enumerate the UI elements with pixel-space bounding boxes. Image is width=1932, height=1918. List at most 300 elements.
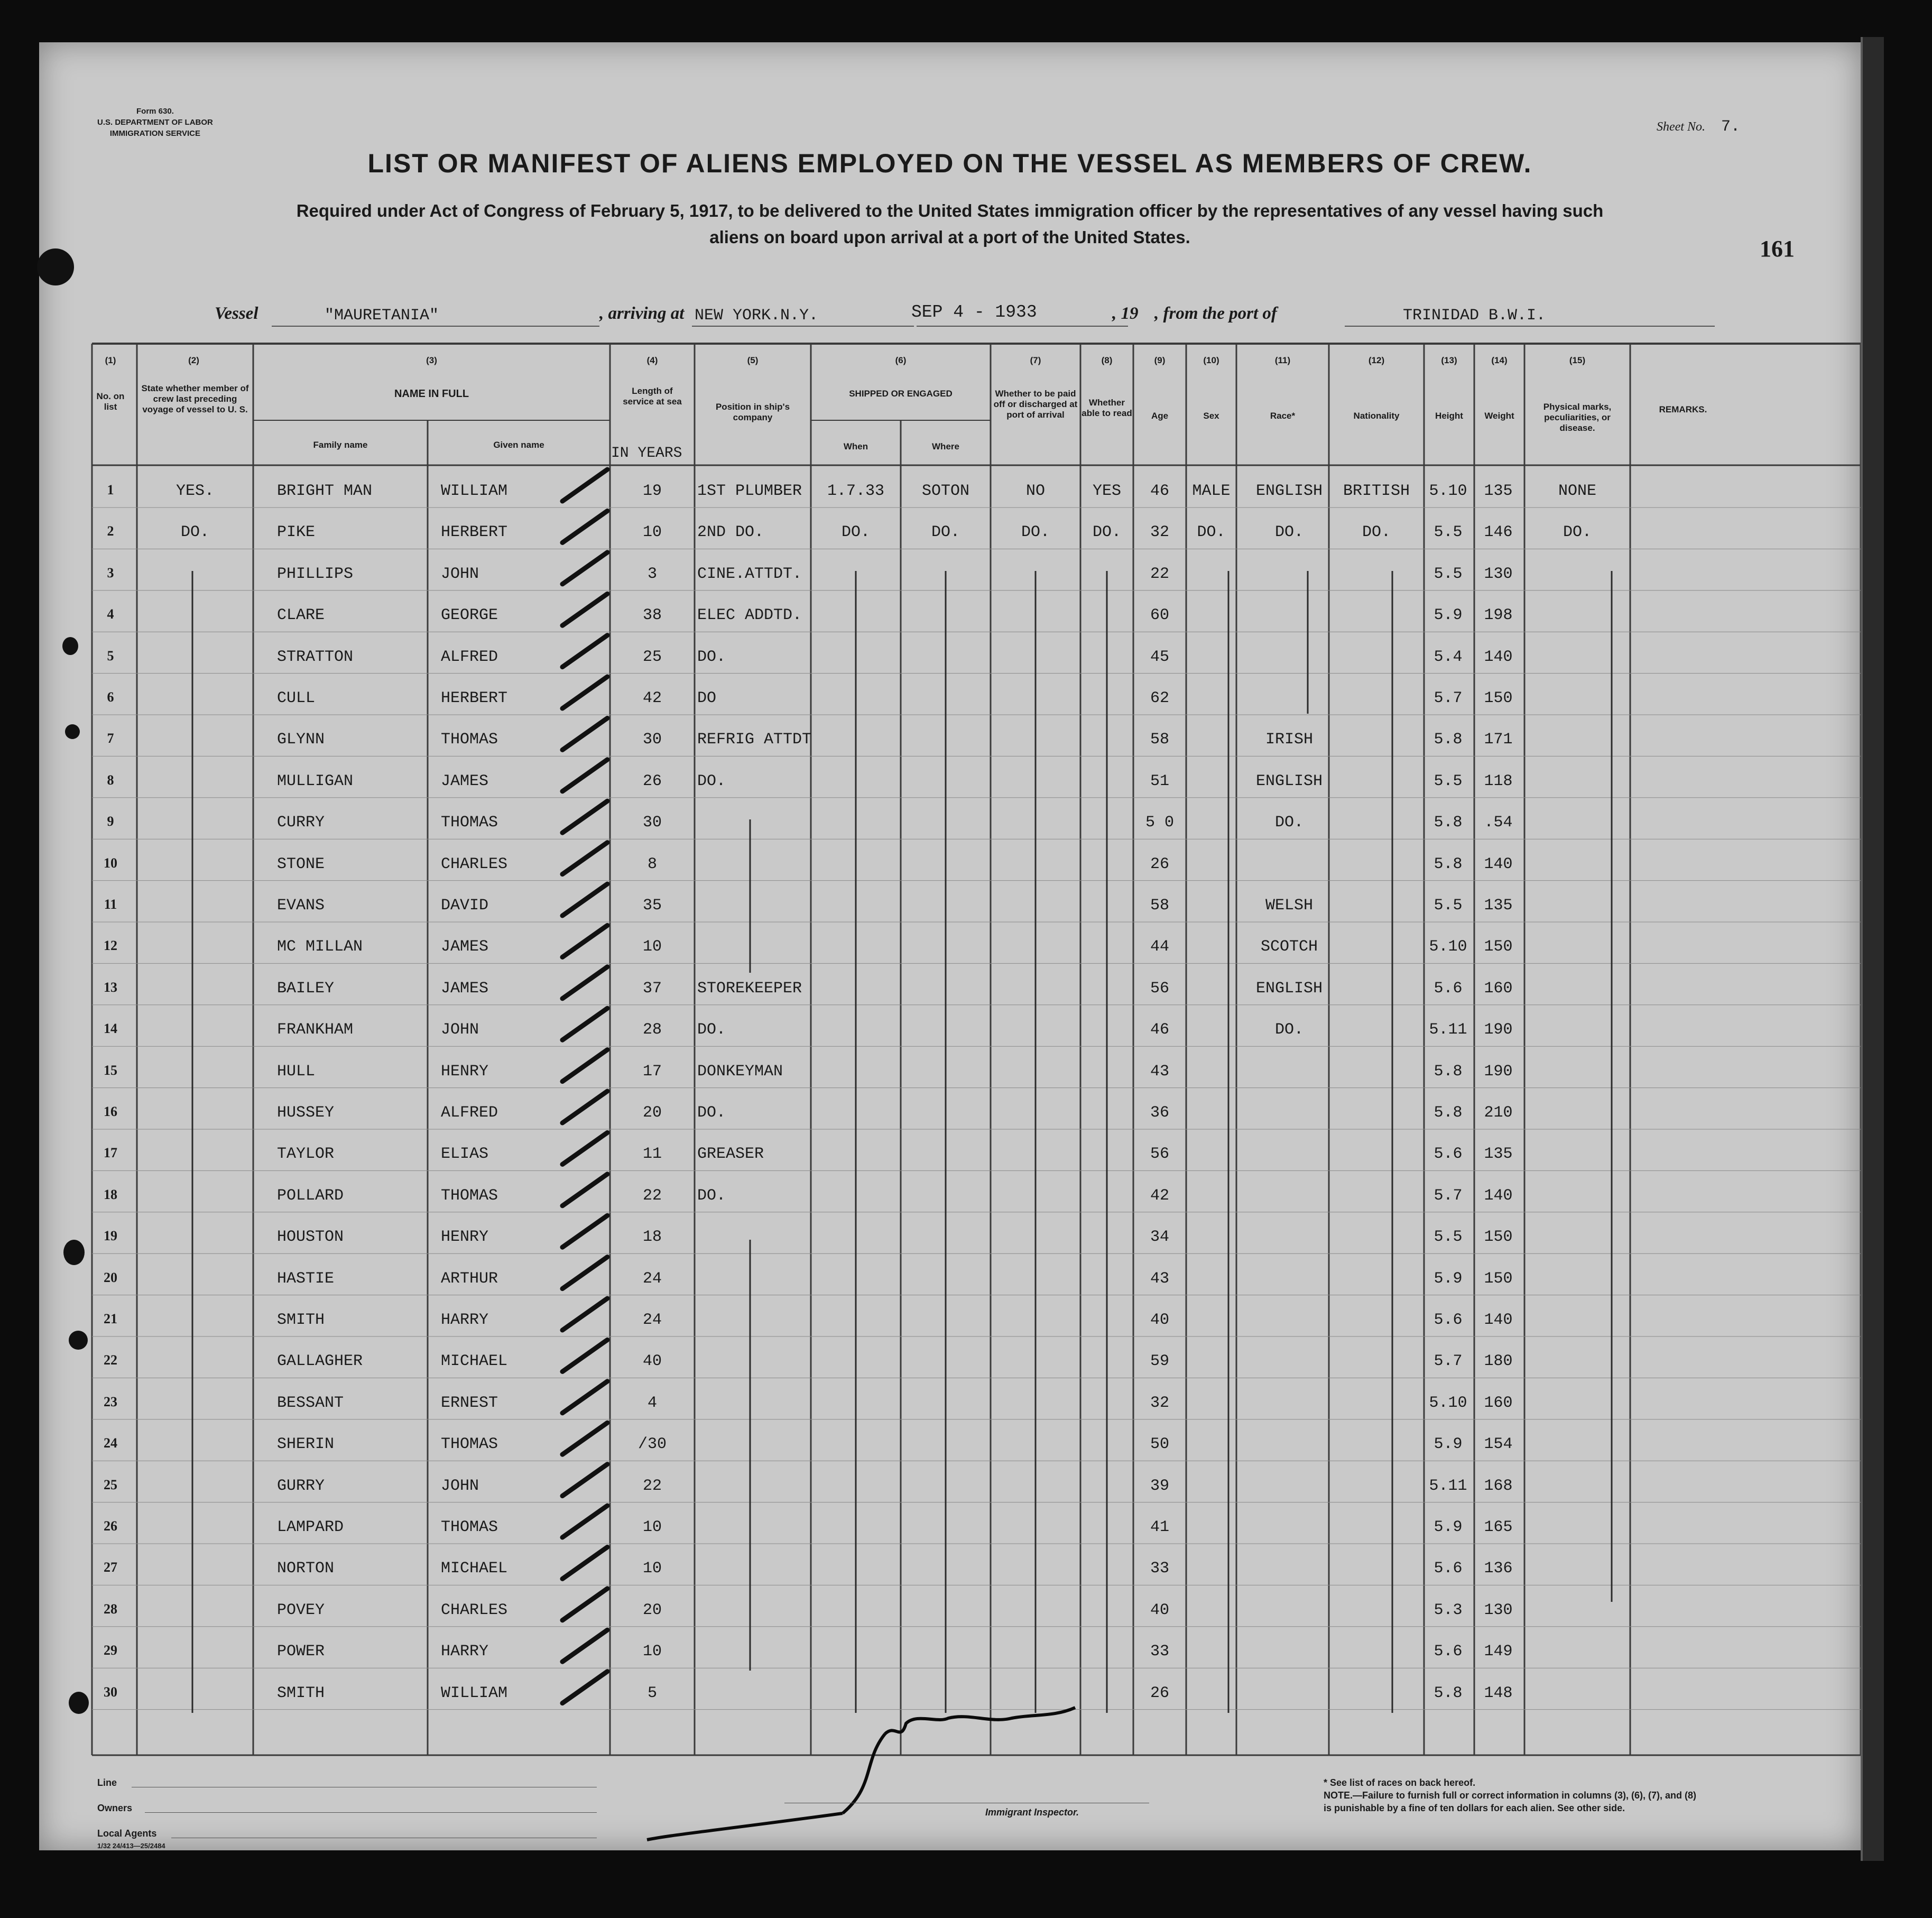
- cell-family: BESSANT: [277, 1394, 344, 1412]
- vessel-label: Vessel: [215, 304, 258, 323]
- col2-header: State whether member of crew last preceding voyage of vessel to U. S.: [141, 383, 249, 414]
- check-mark: [562, 1215, 607, 1247]
- cell-weight: 130: [1484, 565, 1513, 583]
- cell-no: 4: [107, 606, 114, 622]
- cell-no: 6: [107, 689, 114, 705]
- cell-height: 5.11: [1429, 1021, 1467, 1039]
- cell-years: 30: [642, 731, 662, 749]
- footnote-penalty2: is punishable by a fine of ten dollars for each alien. See other side.: [1324, 1803, 1625, 1813]
- cell-paid: NO: [1025, 482, 1045, 500]
- cell-given: ARTHUR: [441, 1269, 498, 1288]
- check-mark: [562, 1672, 607, 1703]
- cell-no: 11: [104, 897, 117, 912]
- cell-years: 42: [642, 689, 662, 707]
- cell-weight: 140: [1484, 1311, 1513, 1329]
- cell-no: 7: [107, 731, 114, 746]
- cell-height: 5.5: [1434, 897, 1463, 915]
- col13-header: Height: [1435, 411, 1463, 421]
- check-mark: [562, 1298, 607, 1330]
- cell-years: 20: [642, 1601, 662, 1619]
- cell-given: HARRY: [441, 1643, 489, 1661]
- cell-age: 43: [1150, 1062, 1169, 1081]
- cell-no: 22: [104, 1352, 117, 1368]
- cell-no: 19: [104, 1228, 117, 1244]
- col11-header: Race*: [1270, 411, 1296, 421]
- cell-marks: NONE: [1558, 482, 1596, 500]
- col2-num: (2): [188, 355, 199, 365]
- cell-years: 38: [642, 606, 662, 625]
- cell-given: ERNEST: [441, 1394, 498, 1412]
- cell-weight: 171: [1484, 731, 1513, 749]
- cell-weight: 190: [1484, 1062, 1513, 1081]
- arrival-date: SEP 4 - 1933: [911, 302, 1037, 322]
- cell-years: 10: [642, 1518, 662, 1536]
- cell-height: 5.8: [1434, 1062, 1463, 1081]
- cell-position: DONKEYMAN: [697, 1062, 783, 1081]
- cell-years: 4: [647, 1394, 657, 1412]
- cell-no: 13: [104, 979, 117, 995]
- check-mark: [562, 1132, 607, 1164]
- col10-num: (10): [1203, 355, 1219, 365]
- page-number: 161: [1760, 236, 1795, 262]
- cell-years: 10: [642, 938, 662, 956]
- cell-when: 1.7.33: [827, 482, 885, 500]
- cell-family: HOUSTON: [277, 1228, 344, 1247]
- cell-years: 30: [642, 814, 662, 832]
- cell-years: 28: [642, 1021, 662, 1039]
- cell-age: 41: [1150, 1518, 1169, 1536]
- cell-no: 25: [104, 1477, 117, 1492]
- check-mark: [562, 1423, 607, 1454]
- footnote-races: * See list of races on back hereof.: [1324, 1777, 1476, 1788]
- col9-num: (9): [1154, 355, 1166, 365]
- cell-height: 5.6: [1434, 1560, 1463, 1578]
- col5-header: Position in ship's company: [715, 402, 790, 422]
- check-mark: [562, 511, 607, 542]
- cell-weight: 160: [1484, 979, 1513, 998]
- cell-paid: DO.: [1021, 523, 1050, 542]
- cell-no: 29: [104, 1643, 117, 1658]
- cell-sex: DO.: [1197, 523, 1226, 542]
- cell-given: THOMAS: [441, 731, 498, 749]
- cell-height: 5.8: [1434, 855, 1463, 873]
- cell-years: 11: [642, 1145, 662, 1164]
- check-mark: [562, 760, 607, 791]
- check-mark: [562, 677, 607, 708]
- cell-race: ENGLISH: [1255, 482, 1323, 500]
- manifest-sheet: [39, 42, 1861, 1850]
- cell-height: 5.5: [1434, 523, 1463, 542]
- col4-unit: IN YEARS: [611, 445, 682, 462]
- check-mark: [562, 1091, 607, 1123]
- check-mark: [562, 635, 607, 667]
- cell-position: DO.: [697, 1186, 726, 1205]
- cell-read: DO.: [1092, 523, 1121, 542]
- cell-years: 37: [642, 979, 662, 998]
- cell-race: WELSH: [1265, 897, 1313, 915]
- col3-num: (3): [426, 355, 437, 365]
- cell-family: PIKE: [277, 523, 316, 542]
- footer-owners: Owners: [97, 1803, 133, 1813]
- cell-years: 3: [647, 565, 657, 583]
- col5-num: (5): [747, 355, 759, 365]
- cell-no: 30: [104, 1684, 117, 1700]
- cell-given: JAMES: [441, 979, 489, 998]
- cell-age: 62: [1150, 689, 1169, 707]
- cell-race: DO.: [1274, 523, 1304, 542]
- check-mark: [562, 594, 607, 625]
- cell-family: GURRY: [277, 1477, 325, 1495]
- cell-nationality: BRITISH: [1343, 482, 1410, 500]
- cell-years: 8: [647, 855, 657, 873]
- cell-years: 10: [642, 523, 662, 542]
- cell-read: YES: [1092, 482, 1121, 500]
- cell-age: 26: [1150, 855, 1169, 873]
- cell-race: DO.: [1274, 1021, 1304, 1039]
- cell-position: 2ND DO.: [697, 523, 764, 542]
- cell-age: 40: [1150, 1601, 1169, 1619]
- cell-no: 18: [104, 1186, 117, 1202]
- cell-family: SMITH: [277, 1684, 325, 1702]
- cell-weight: 140: [1484, 648, 1513, 666]
- col12-header: Nationality: [1353, 411, 1400, 421]
- cell-no: 8: [107, 772, 114, 788]
- page-title: LIST OR MANIFEST OF ALIENS EMPLOYED ON THE VESSEL AS MEMBERS OF CREW.: [367, 149, 1532, 178]
- cell-no: 15: [104, 1062, 117, 1078]
- cell-no: 21: [104, 1311, 117, 1326]
- cell-weight: 210: [1484, 1104, 1513, 1122]
- cell-weight: 135: [1484, 1145, 1513, 1164]
- col3-header: NAME IN FULL: [394, 388, 469, 400]
- check-mark: [562, 1630, 607, 1662]
- cell-family: HASTIE: [277, 1269, 335, 1288]
- cell-family: GALLAGHER: [277, 1352, 363, 1371]
- cell-sex: MALE: [1192, 482, 1231, 500]
- cell-years: 24: [642, 1311, 662, 1329]
- cell-weight: 140: [1484, 1186, 1513, 1205]
- cell-years: 18: [642, 1228, 662, 1247]
- punch-hole: [65, 724, 80, 739]
- cell-age: 56: [1150, 979, 1169, 998]
- cell-weight: 149: [1484, 1643, 1513, 1661]
- cell-position: 1ST PLUMBER: [697, 482, 802, 500]
- year-label: , 19: [1112, 304, 1139, 323]
- cell-height: 5.6: [1434, 1145, 1463, 1164]
- inspector-signature-mark: [647, 1708, 1075, 1840]
- cell-weight: 150: [1484, 1228, 1513, 1247]
- col11-num: (11): [1274, 355, 1291, 365]
- cell-given: JOHN: [441, 1021, 479, 1039]
- col7-num: (7): [1030, 355, 1041, 365]
- cell-given: ALFRED: [441, 1104, 498, 1122]
- cell-race: ENGLISH: [1255, 772, 1323, 790]
- cell-no: 1: [107, 482, 114, 497]
- check-mark: [562, 1008, 607, 1040]
- cell-family: BAILEY: [277, 979, 335, 998]
- cell-family: STRATTON: [277, 648, 354, 666]
- col6-header: SHIPPED OR ENGAGED: [849, 389, 953, 399]
- cell-given: HENRY: [441, 1062, 489, 1081]
- from-label: , from the port of: [1154, 304, 1277, 323]
- cell-given: WILLIAM: [441, 482, 508, 500]
- cell-family: STONE: [277, 855, 325, 873]
- cell-given: THOMAS: [441, 1518, 498, 1536]
- col1-header: No. on list: [96, 391, 125, 412]
- footer-local-agents: Local Agents: [97, 1828, 157, 1839]
- cell-given: HARRY: [441, 1311, 489, 1329]
- cell-family: EVANS: [277, 897, 325, 915]
- cell-family: LAMPARD: [277, 1518, 344, 1536]
- cell-prev: YES.: [175, 482, 214, 500]
- check-mark: [562, 1506, 607, 1537]
- cell-age: 40: [1150, 1311, 1169, 1329]
- cell-years: 22: [642, 1186, 662, 1205]
- col12-num: (12): [1368, 355, 1385, 365]
- cell-height: 5.10: [1429, 938, 1467, 956]
- cell-given: WILLIAM: [441, 1684, 508, 1702]
- cell-position: GREASER: [697, 1145, 764, 1164]
- check-mark: [562, 469, 607, 501]
- cell-height: 5.8: [1434, 1104, 1463, 1122]
- cell-age: 58: [1150, 897, 1169, 915]
- cell-height: 5.6: [1434, 979, 1463, 998]
- cell-no: 3: [107, 565, 114, 580]
- cell-age: 51: [1150, 772, 1169, 790]
- cell-age: 34: [1150, 1228, 1169, 1247]
- col1-num: (1): [105, 355, 116, 365]
- cell-no: 9: [107, 814, 114, 829]
- cell-age: 36: [1150, 1104, 1169, 1122]
- cell-family: FRANKHAM: [277, 1021, 354, 1039]
- cell-no: 2: [107, 523, 114, 539]
- cell-height: 5.7: [1434, 1186, 1463, 1205]
- cell-position: CINE.ATTDT.: [697, 565, 802, 583]
- cell-weight: 190: [1484, 1021, 1513, 1039]
- cell-height: 5.7: [1434, 689, 1463, 707]
- subtitle-line2: aliens on board upon arrival at a port of the United States.: [709, 227, 1190, 247]
- cell-no: 23: [104, 1394, 117, 1409]
- cell-given: THOMAS: [441, 1435, 498, 1454]
- cell-weight: 154: [1484, 1435, 1513, 1454]
- footnote-penalty1: NOTE.—Failure to furnish full or correct information in columns (3), (6), (7), and (8): [1324, 1790, 1697, 1801]
- cell-position: STOREKEEPER: [697, 979, 802, 998]
- cell-given: CHARLES: [441, 1601, 508, 1619]
- punch-hole: [62, 637, 78, 655]
- punch-hole: [69, 1692, 89, 1714]
- cell-years: 10: [642, 1560, 662, 1578]
- col9-header: Age: [1151, 411, 1169, 421]
- cell-given: JOHN: [441, 1477, 479, 1495]
- cell-race: IRISH: [1265, 731, 1313, 749]
- cell-where: SOTON: [921, 482, 969, 500]
- cell-weight: 140: [1484, 855, 1513, 873]
- cell-age: 56: [1150, 1145, 1169, 1164]
- subtitle-line1: Required under Act of Congress of February 5, 1917, to be delivered to the United States immigration officer by the representatives of any vessel having such: [296, 201, 1604, 220]
- cell-family: HUSSEY: [277, 1104, 335, 1122]
- col7-header: Whether to be paid off or discharged at port of arrival: [993, 389, 1078, 420]
- cell-family: POWER: [277, 1643, 325, 1661]
- cell-race: DO.: [1274, 814, 1304, 832]
- cell-years: 40: [642, 1352, 662, 1371]
- cell-given: JOHN: [441, 565, 479, 583]
- cell-weight: 198: [1484, 606, 1513, 625]
- cell-given: HENRY: [441, 1228, 489, 1247]
- check-mark: [562, 843, 607, 874]
- cell-age: 39: [1150, 1477, 1169, 1495]
- cell-weight: 150: [1484, 1269, 1513, 1288]
- check-mark: [562, 1589, 607, 1620]
- cell-height: 5.9: [1434, 1269, 1463, 1288]
- cell-no: 10: [104, 855, 117, 871]
- cell-years: 24: [642, 1269, 662, 1288]
- cell-no: 27: [104, 1560, 117, 1575]
- col8-num: (8): [1101, 355, 1113, 365]
- check-mark: [562, 1547, 607, 1579]
- cell-family: NORTON: [277, 1560, 335, 1578]
- cell-position: DO.: [697, 772, 726, 790]
- col6-where: Where: [932, 441, 959, 451]
- cell-given: JAMES: [441, 772, 489, 790]
- cell-marks: DO.: [1563, 523, 1592, 542]
- cell-weight: 118: [1484, 772, 1513, 790]
- cell-given: MICHAEL: [441, 1560, 508, 1578]
- cell-height: 5.9: [1434, 606, 1463, 625]
- cell-given: HERBERT: [441, 689, 508, 707]
- col14-header: Weight: [1484, 411, 1514, 421]
- cell-weight: 146: [1484, 523, 1513, 542]
- form-number: Form 630.: [136, 107, 174, 116]
- cell-prev: DO.: [180, 523, 209, 542]
- cell-nationality: DO.: [1362, 523, 1391, 542]
- cell-given: MICHAEL: [441, 1352, 508, 1371]
- cell-age: 22: [1150, 565, 1169, 583]
- cell-age: 44: [1150, 938, 1169, 956]
- cell-family: HULL: [277, 1062, 316, 1081]
- cell-no: 17: [104, 1145, 117, 1161]
- print-code: 1/32 24/413—25/2484: [97, 1842, 165, 1850]
- col14-num: (14): [1491, 355, 1508, 365]
- cell-given: THOMAS: [441, 1186, 498, 1205]
- col4-num: (4): [646, 355, 658, 365]
- cell-height: 5.11: [1429, 1477, 1467, 1495]
- cell-weight: 168: [1484, 1477, 1513, 1495]
- cell-position: REFRIG ATTDT: [697, 731, 812, 749]
- cell-family: SHERIN: [277, 1435, 335, 1454]
- cell-family: CULL: [277, 689, 316, 707]
- col6-num: (6): [895, 355, 907, 365]
- cell-height: 5.6: [1434, 1311, 1463, 1329]
- cell-weight: 130: [1484, 1601, 1513, 1619]
- cell-age: 46: [1150, 482, 1169, 500]
- cell-years: /30: [637, 1435, 667, 1454]
- cell-race: ENGLISH: [1255, 979, 1323, 998]
- cell-height: 5.3: [1434, 1601, 1463, 1619]
- cell-age: 32: [1150, 1394, 1169, 1412]
- cell-given: JAMES: [441, 938, 489, 956]
- punch-hole: [37, 248, 74, 285]
- col15-num: (15): [1569, 355, 1586, 365]
- cell-height: 5.8: [1434, 814, 1463, 832]
- cell-given: ALFRED: [441, 648, 498, 666]
- cell-position: DO.: [697, 1104, 726, 1122]
- check-mark: [562, 884, 607, 916]
- check-mark: [562, 801, 607, 833]
- cell-family: GLYNN: [277, 731, 325, 749]
- cell-height: 5.5: [1434, 1228, 1463, 1247]
- cell-age: 46: [1150, 1021, 1169, 1039]
- col15-header: Physical marks, peculiarities, or disease.: [1543, 402, 1612, 433]
- cell-family: POVEY: [277, 1601, 325, 1619]
- cell-family: MC MILLAN: [277, 938, 363, 956]
- cell-race: SCOTCH: [1260, 938, 1318, 956]
- cell-weight: 135: [1484, 897, 1513, 915]
- cell-no: 5: [107, 648, 114, 663]
- cell-given: DAVID: [441, 897, 489, 915]
- col4-header: Length of service at sea: [623, 386, 682, 407]
- cell-no: 12: [104, 938, 117, 954]
- col3-given: Given name: [493, 440, 544, 450]
- cell-years: 35: [642, 897, 662, 915]
- cell-height: 5.4: [1434, 648, 1463, 666]
- cell-age: 32: [1150, 523, 1169, 542]
- cell-height: 5.7: [1434, 1352, 1463, 1371]
- cell-family: MULLIGAN: [277, 772, 354, 790]
- arriving-label: , arriving at: [599, 304, 685, 323]
- cell-given: THOMAS: [441, 814, 498, 832]
- cell-weight: 148: [1484, 1684, 1513, 1702]
- col10-header: Sex: [1203, 411, 1219, 421]
- sheet-value: 7.: [1721, 118, 1740, 136]
- cell-when: DO.: [841, 523, 870, 542]
- punch-hole: [63, 1240, 85, 1265]
- cell-height: 5.10: [1429, 482, 1467, 500]
- check-mark: [562, 1464, 607, 1496]
- cell-age: 33: [1150, 1643, 1169, 1661]
- check-mark: [562, 1050, 607, 1082]
- sheet-label: Sheet No.: [1657, 120, 1705, 134]
- cell-age: 59: [1150, 1352, 1169, 1371]
- cell-height: 5.8: [1434, 731, 1463, 749]
- cell-no: 14: [104, 1021, 117, 1037]
- cell-height: 5.9: [1434, 1518, 1463, 1536]
- col13-num: (13): [1441, 355, 1457, 365]
- cell-where: DO.: [931, 523, 960, 542]
- cell-years: 10: [642, 1643, 662, 1661]
- footer-line: Line: [97, 1777, 117, 1788]
- cell-family: BRIGHT MAN: [277, 482, 373, 500]
- cell-family: POLLARD: [277, 1186, 344, 1205]
- cell-height: 5.5: [1434, 772, 1463, 790]
- vessel-name: "MAURETANIA": [325, 307, 439, 325]
- cell-age: 33: [1150, 1560, 1169, 1578]
- cell-years: 20: [642, 1104, 662, 1122]
- cell-family: CLARE: [277, 606, 325, 625]
- cell-age: 26: [1150, 1684, 1169, 1702]
- cell-position: DO: [697, 689, 717, 707]
- cell-family: TAYLOR: [277, 1145, 335, 1164]
- col3-family: Family name: [313, 440, 368, 450]
- from-port: TRINIDAD B.W.I.: [1403, 307, 1546, 325]
- binder-edge: [1861, 37, 1884, 1861]
- cell-years: 19: [642, 482, 662, 500]
- cell-weight: 150: [1484, 689, 1513, 707]
- cell-family: CURRY: [277, 814, 325, 832]
- cell-weight: 165: [1484, 1518, 1513, 1536]
- cell-given: ELIAS: [441, 1145, 489, 1164]
- cell-no: 24: [104, 1435, 117, 1451]
- cell-weight: 160: [1484, 1394, 1513, 1412]
- cell-height: 5.8: [1434, 1684, 1463, 1702]
